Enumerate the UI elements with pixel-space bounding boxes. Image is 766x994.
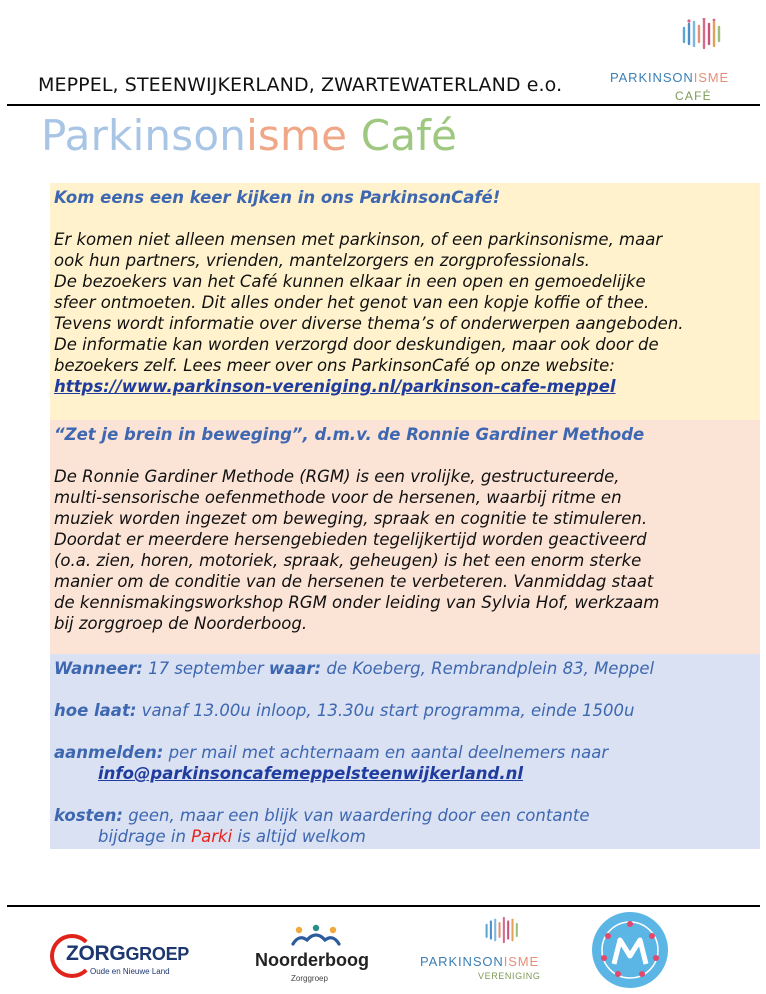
noorderboog-logo: Noorderboog Zorggroep [255,924,375,990]
topic-line: manier om de conditie van de hersenen te verbeteren. Vanmiddag staat [54,572,654,591]
intro-line: bezoekers zelf. Lees meer over ons ParkinsonCafé op onze website: [54,356,615,375]
topic-line: (o.a. zien, horen, motoriek, spraak, geheugen) is het een enorm sterke [54,551,642,570]
topic-line: De Ronnie Gardiner Methode (RGM) is een vrolijke, gestructureerde, [54,467,620,486]
topic-panel [50,420,760,654]
topic-line: Doordat er meerdere hersengebieden tegelijkertijd worden geactiveerd [54,530,647,549]
intro-line: Er komen niet alleen mensen met parkinson, of een parkinsonisme, maar [54,230,663,249]
email-link[interactable]: info@parkinsoncafemeppelsteenwijkerland.nl [98,764,524,783]
logo-text-isme: ISME [693,70,730,85]
cost-row [54,805,760,826]
logo-text-cafe: CAFÉ [675,89,712,103]
footer-logos [0,910,766,994]
mantelzorgnetwerk-logo [590,910,670,990]
parki-text: Parki [191,827,233,846]
logo-bars-icon [681,18,725,50]
topic-line: bij zorggroep de Noorderboog. [54,614,308,633]
parkinsonisme-vereniging-logo: PARKINSONISME VERENIGING [420,916,560,986]
noorderboog-figures-icon [291,924,341,948]
cost-row-2: bijdrage in Parki is altijd welkom [98,827,366,846]
intro-line: ook hun partners, vrienden, mantelzorgers en zorgprofessionals. [54,251,590,270]
header-divider [7,104,760,106]
signup-row [54,742,760,763]
parkinsonisme-cafe-logo [605,14,730,103]
when-value: 17 september [142,659,269,678]
intro-line: De bezoekers van het Café kunnen elkaar in een open en gemoedelijke [54,272,646,291]
where-label: waar: [268,659,322,678]
website-link[interactable]: https://www.parkinson-vereniging.nl/parkinson-cafe-meppel [54,377,616,396]
signup-value: per mail met achternaam en aantal deelnemers naar [163,743,609,762]
cost-label: kosten: [54,806,123,825]
intro-panel [50,183,760,420]
page-title: Parkinsonisme Café [41,111,458,160]
signup-label: aanmelden: [54,743,164,762]
header-region: MEPPEL, STEENWIJKERLAND, ZWARTEWATERLAND e.o. [38,74,563,96]
when-where-row [54,658,760,679]
logo-text-parkinson: PARKINSON [610,70,694,85]
topic-line: de kennismakingsworkshop RGM onder leiding van Sylvia Hof, werkzaam [54,593,660,612]
intro-line: sfeer ontmoeten. Dit alles onder het genot van een kopje koffie of thee. [54,293,650,312]
when-label: Wanneer: [54,659,143,678]
zorggroep-logo: ZORGGROEP Oude en Nieuwe Land [50,932,210,988]
topic-heading: “Zet je brein in beweging”, d.m.v. de Ronnie Gardiner Methode [54,425,645,444]
vereniging-bars-icon [484,916,522,944]
time-label: hoe laat: [54,701,137,720]
intro-line: De informatie kan worden verzorgd door deskundigen, maar ook door de [54,335,659,354]
intro-line: Tevens wordt informatie over diverse thema’s of onderwerpen aangeboden. [54,314,684,333]
topic-line: muziek worden ingezet om beweging, spraak en cognitie te stimuleren. [54,509,648,528]
intro-heading: Kom eens een keer kijken in ons ParkinsonCafé! [54,188,501,207]
time-row [54,700,760,721]
time-value: vanaf 13.00u inloop, 13.30u start programma, einde 1500u [136,701,635,720]
topic-line: multi-sensorische oefenmethode voor de hersenen, waarbij ritme en [54,488,622,507]
where-value: de Koeberg, Rembrandplein 83, Meppel [321,659,655,678]
footer-divider [7,905,760,907]
details-panel [50,654,760,849]
cost-value: geen, maar een blijk van waardering door een contante [122,806,590,825]
